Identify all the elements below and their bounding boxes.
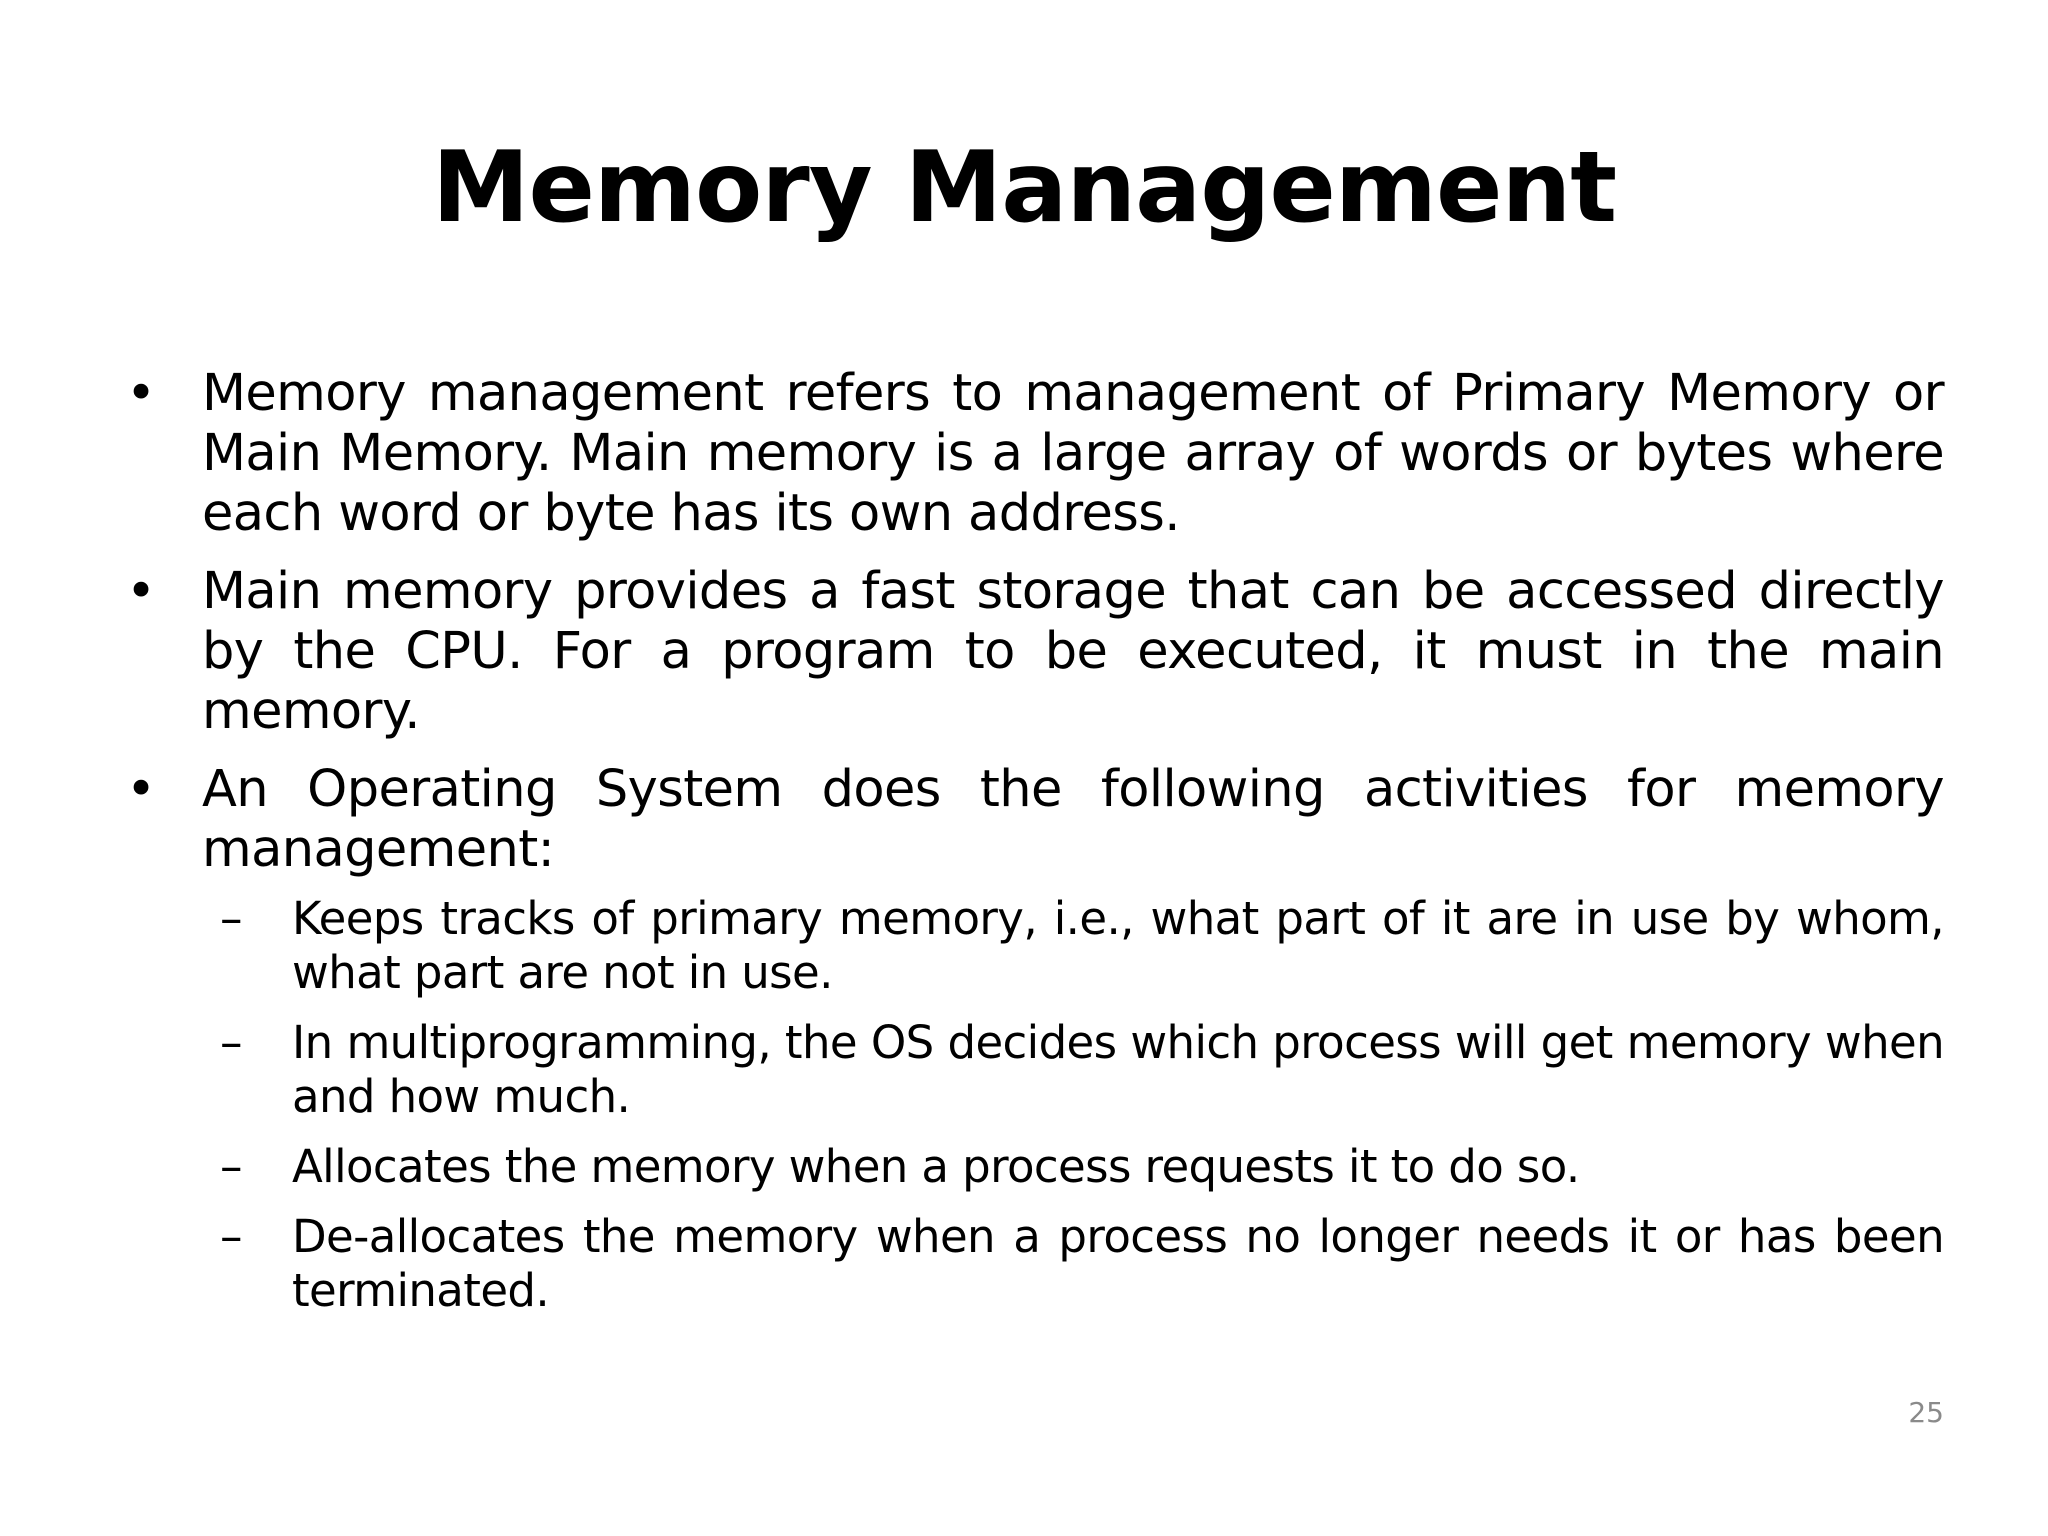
dash-icon: –: [220, 1016, 242, 1069]
bullet-dot-icon: •: [126, 364, 156, 423]
slide-content: [112, 364, 1944, 1334]
sub-bullet-text: De-allocates the memory when a process no longer needs it or has been terminated.: [292, 1210, 1944, 1317]
page-number: 25: [1908, 1396, 1944, 1429]
sub-bullet-list: [112, 892, 1944, 1318]
dash-icon: –: [220, 1140, 242, 1193]
dash-icon: –: [220, 892, 242, 945]
sub-bullet-item: [112, 1140, 1944, 1194]
bullet-text: Main memory provides a fast storage that can be accessed directly by the CPU. For a program to be executed, it must in the main memory.: [202, 562, 1944, 741]
sub-bullet-item: [112, 1016, 1944, 1124]
sub-bullet-item: [112, 892, 1944, 1000]
sub-bullet-text: Allocates the memory when a process requests it to do so.: [292, 1140, 1580, 1193]
sub-bullet-item: [112, 1210, 1944, 1318]
slide-title: Memory Management: [431, 131, 1617, 245]
bullet-dot-icon: •: [126, 760, 156, 819]
bullet-item: [112, 760, 1944, 880]
bullet-text: An Operating System does the following activities for memory management:: [202, 760, 1944, 879]
bullet-text: Memory management refers to management of Primary Memory or Main Memory. Main memory is a large array of words or bytes where each word or byte has its own address.: [202, 364, 1944, 543]
bullet-item: [112, 364, 1944, 544]
dash-icon: –: [220, 1210, 242, 1263]
sub-bullet-text: Keeps tracks of primary memory, i.e., what part of it are in use by whom, what part are not in use.: [292, 892, 1944, 999]
bullet-dot-icon: •: [126, 562, 156, 621]
sub-bullet-text: In multiprogramming, the OS decides which process will get memory when and how much.: [292, 1016, 1944, 1123]
bullet-item: [112, 562, 1944, 742]
